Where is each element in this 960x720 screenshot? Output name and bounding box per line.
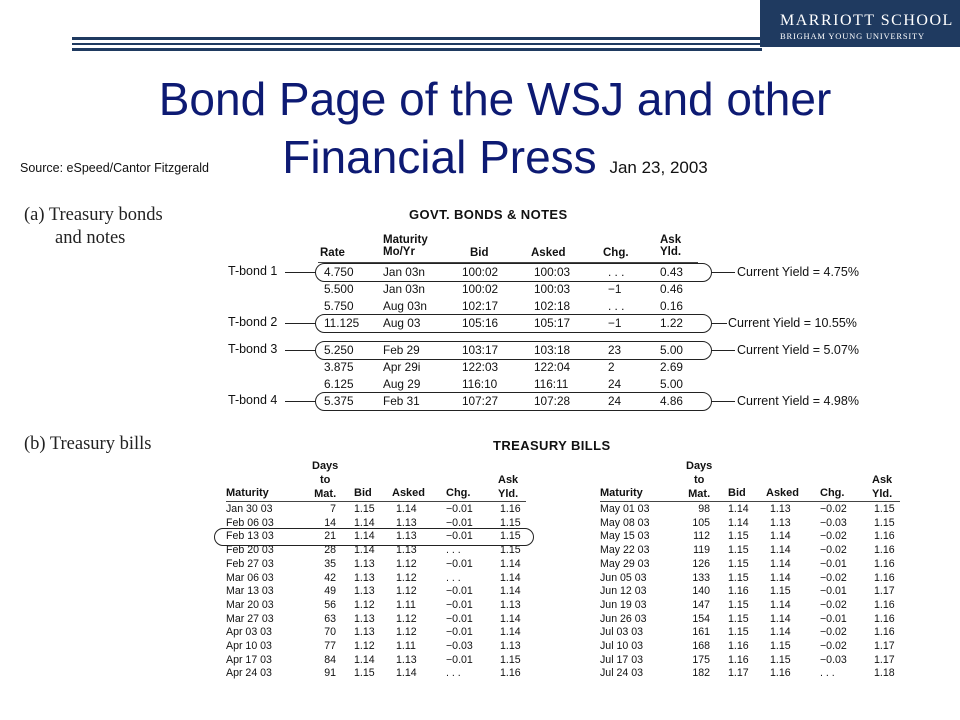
page-title-line2 [0, 130, 960, 184]
bill-left-cell-bid: 1.14 [354, 530, 375, 543]
bond-cell-rate: 3.875 [324, 360, 354, 374]
current-yield-connector [711, 323, 727, 324]
bill-left-cell-chg: . . . [446, 544, 461, 557]
bond-cell-yld: 5.00 [660, 377, 683, 391]
bill-right-cell-yld: 1.16 [874, 571, 895, 584]
bill-left-cell-chg: −0.01 [446, 530, 473, 543]
bill-left-cell-bid: 1.13 [354, 612, 375, 625]
bill-right-cell-yld: 1.15 [874, 503, 895, 515]
bond-cell-rate: 6.125 [324, 377, 354, 391]
bill-right-cell-days: 182 [692, 667, 710, 680]
bond-cell-chg: 24 [608, 394, 622, 408]
bill-right-cell-chg: −0.02 [820, 640, 847, 652]
bill-right-cell-bid: 1.15 [728, 626, 749, 639]
section-a-label-line1: (a) Treasury bonds [24, 205, 163, 225]
bond-cell-bid: 100:02 [462, 282, 499, 296]
bonds-col-askyld [660, 234, 681, 258]
current-yield-connector [711, 272, 735, 273]
bill-right-cell-asked: 1.15 [770, 585, 791, 598]
bond-cell-chg: 2 [608, 360, 615, 374]
bill-right-cell-maturity: Jun 19 03 [600, 598, 647, 611]
bill-right-cell-maturity: Jul 24 03 [600, 667, 643, 680]
bill-right-cell-yld: 1.17 [874, 640, 895, 652]
bill-right-cell-asked: 1.14 [770, 544, 791, 557]
bond-row-label: T-bond 2 [228, 315, 278, 329]
bill-right-cell-maturity: May 08 03 [600, 516, 650, 529]
bill-right-cell-asked: 1.13 [770, 503, 791, 515]
bond-cell-rate: 5.250 [324, 343, 354, 357]
bills-right-col-askyld-line1: Ask [872, 474, 893, 486]
bill-left-cell-maturity: Mar 06 03 [226, 571, 274, 584]
bond-cell-rate: 5.375 [324, 394, 354, 408]
bill-left-cell-days: 56 [324, 598, 336, 611]
bill-right-cell-chg: −0.02 [820, 544, 847, 557]
bond-cell-asked: 105:17 [534, 316, 571, 330]
bill-left-cell-asked: 1.11 [396, 598, 416, 611]
bills-left-col-days-line2: to [319, 474, 331, 486]
bill-left-cell-asked: 1.12 [396, 571, 417, 584]
bonds-col-maturity [383, 234, 428, 258]
bills-left-col-days-line1: Days [312, 460, 339, 472]
bonds-col-bid: Bid [470, 247, 489, 259]
bond-highlight-oval [315, 392, 712, 411]
bonds-col-askyld-line1: Ask [660, 234, 682, 246]
bond-label-connector [285, 350, 316, 351]
bond-cell-maturity: Jan 03n [383, 265, 425, 279]
header-rule-mid [72, 43, 762, 45]
bill-left-cell-chg: −0.01 [446, 503, 473, 515]
bonds-table-title: GOVT. BONDS & NOTES [409, 207, 568, 222]
bill-right-cell-asked: 1.13 [770, 516, 791, 529]
bill-left-cell-asked: 1.12 [396, 557, 417, 570]
bond-row-label: T-bond 4 [228, 393, 278, 407]
bond-cell-bid: 103:17 [462, 343, 499, 357]
bill-right-cell-days: 161 [692, 626, 710, 639]
bills-left-col-chg: Chg. [446, 487, 471, 499]
bond-label-connector [285, 272, 316, 273]
bond-cell-asked: 103:18 [534, 343, 571, 357]
bond-cell-asked: 102:18 [534, 299, 571, 313]
bill-right-cell-bid: 1.16 [728, 585, 749, 598]
bond-row-label: T-bond 1 [228, 264, 278, 278]
bond-cell-asked: 100:03 [534, 282, 571, 296]
bill-right-cell-bid: 1.14 [728, 503, 749, 515]
bill-left-cell-bid: 1.14 [354, 516, 375, 529]
bond-highlight-oval [315, 314, 712, 333]
bill-left-cell-chg: . . . [446, 667, 461, 680]
bill-right-cell-days: 133 [692, 571, 710, 584]
bill-right-cell-chg: −0.01 [820, 612, 847, 625]
section-b-label: (b) Treasury bills [24, 434, 152, 454]
bill-right-cell-maturity: May 15 03 [600, 530, 650, 543]
bill-left-cell-bid: 1.13 [354, 585, 375, 598]
bill-right-cell-yld: 1.16 [874, 530, 895, 543]
bill-right-cell-days: 119 [693, 544, 710, 557]
bill-left-cell-asked: 1.12 [396, 585, 417, 598]
bill-left-cell-yld: 1.16 [500, 503, 521, 515]
bill-left-cell-asked: 1.13 [396, 653, 417, 666]
bill-right-cell-maturity: Jun 26 03 [600, 612, 647, 625]
bills-right-col-days-line1: Days [686, 460, 713, 472]
bill-right-cell-bid: 1.15 [728, 530, 749, 543]
current-yield-connector [711, 350, 735, 351]
bond-cell-asked: 116:11 [534, 377, 569, 391]
bill-left-cell-days: 91 [324, 667, 336, 680]
bill-left-cell-chg: −0.01 [446, 585, 473, 598]
bills-right-col-bid: Bid [728, 487, 746, 499]
bill-right-cell-days: 168 [692, 640, 710, 652]
bond-cell-bid: 107:27 [462, 394, 499, 408]
bill-right-cell-asked: 1.14 [770, 571, 791, 584]
bill-left-cell-chg: −0.01 [446, 557, 473, 570]
bond-cell-yld: 1.22 [660, 316, 683, 330]
header-rule-bottom [72, 48, 762, 51]
bond-cell-rate: 11.125 [324, 316, 360, 330]
bond-cell-bid: 105:16 [462, 316, 499, 330]
bill-left-cell-days: 28 [324, 544, 336, 557]
bills-left-col-bid: Bid [354, 487, 372, 499]
bill-left-cell-asked: 1.12 [396, 612, 417, 625]
bill-left-cell-yld: 1.14 [500, 612, 521, 625]
bill-left-cell-bid: 1.13 [354, 571, 375, 584]
bond-cell-yld: 0.16 [660, 299, 683, 313]
bill-right-cell-days: 126 [692, 557, 710, 570]
school-logo [760, 0, 960, 47]
bills-right-col-chg: Chg. [820, 487, 845, 499]
bill-left-cell-maturity: Feb 27 03 [226, 557, 274, 570]
bill-right-cell-days: 147 [692, 598, 710, 611]
bills-table-title: TREASURY BILLS [493, 438, 611, 453]
source-note: Source: eSpeed/Cantor Fitzgerald [20, 161, 209, 175]
page-title-date: Jan 23, 2003 [609, 158, 708, 177]
bill-left-cell-chg: −0.03 [446, 640, 473, 652]
bill-right-cell-maturity: Jun 12 03 [600, 585, 647, 598]
bond-cell-chg: −1 [608, 282, 622, 296]
bill-left-cell-asked: 1.13 [396, 530, 417, 543]
bill-right-cell-asked: 1.14 [770, 626, 791, 639]
bond-cell-bid: 116:10 [462, 377, 498, 391]
bond-cell-yld: 0.46 [660, 282, 683, 296]
bill-left-cell-asked: 1.14 [396, 503, 417, 515]
bill-left-cell-maturity: Apr 24 03 [226, 667, 272, 680]
bill-right-cell-chg: . . . [820, 667, 835, 680]
bill-right-cell-maturity: Jun 05 03 [600, 571, 647, 584]
bill-left-cell-maturity: Feb 06 03 [226, 516, 274, 529]
bond-cell-rate: 5.750 [324, 299, 354, 313]
bond-cell-maturity: Aug 03n [383, 299, 427, 313]
bond-cell-yld: 2.69 [660, 360, 683, 374]
page-title-line1: Bond Page of the WSJ and other [158, 73, 832, 125]
bill-right-cell-bid: 1.15 [728, 557, 749, 570]
bill-right-cell-maturity: Jul 03 03 [600, 626, 643, 639]
bill-right-cell-bid: 1.15 [728, 544, 749, 557]
bond-cell-chg: . . . [608, 299, 625, 313]
bills-right-col-days [686, 459, 712, 501]
page-title-line2-text: Financial Press [282, 131, 597, 183]
bond-label-connector [285, 401, 316, 402]
bill-right-cell-chg: −0.02 [820, 598, 847, 611]
bill-left-cell-maturity: Mar 20 03 [226, 598, 274, 611]
bill-right-cell-bid: 1.14 [728, 516, 749, 529]
bill-left-cell-chg: −0.01 [446, 653, 473, 666]
bill-right-cell-maturity: Jul 10 03 [600, 640, 643, 652]
current-yield-note: Current Yield = 4.75% [737, 265, 859, 279]
bill-right-cell-chg: −0.03 [820, 516, 847, 529]
bill-left-cell-days: 84 [324, 653, 336, 666]
bond-cell-rate: 5.500 [324, 282, 354, 296]
bills-right-col-asked: Asked [766, 487, 800, 499]
bill-right-cell-yld: 1.16 [874, 544, 895, 557]
bill-right-cell-asked: 1.14 [770, 598, 791, 611]
bill-right-cell-yld: 1.18 [874, 667, 895, 680]
bonds-col-chg: Chg. [603, 247, 629, 259]
bond-cell-maturity: Apr 29i [383, 360, 421, 374]
bill-left-cell-asked: 1.13 [396, 516, 417, 529]
bill-left-cell-days: 49 [324, 585, 336, 598]
bill-left-cell-yld: 1.14 [500, 571, 521, 584]
bill-left-cell-chg: . . . [446, 571, 461, 584]
bill-highlight-oval [214, 528, 534, 546]
bonds-col-maturity-line1: Maturity [383, 234, 428, 246]
bill-right-cell-yld: 1.16 [874, 557, 895, 570]
bills-right-col-askyld [872, 473, 892, 501]
bill-left-cell-yld: 1.16 [500, 667, 521, 680]
bond-cell-maturity: Aug 29 [383, 377, 421, 391]
bill-left-cell-asked: 1.12 [396, 626, 417, 639]
bills-left-col-askyld-line2: Yld. [498, 488, 519, 500]
bill-right-cell-days: 140 [692, 585, 710, 598]
section-a-label [24, 204, 163, 250]
bill-right-cell-yld: 1.16 [874, 626, 895, 639]
bill-left-cell-bid: 1.12 [354, 640, 375, 652]
bills-left-col-asked: Asked [392, 487, 426, 499]
bills-right-col-askyld-line2: Yld. [872, 488, 893, 500]
bill-right-cell-bid: 1.15 [728, 612, 749, 625]
bill-right-cell-yld: 1.17 [874, 585, 895, 598]
bill-right-cell-asked: 1.15 [770, 640, 791, 652]
bill-right-cell-chg: −0.02 [820, 503, 847, 515]
bill-left-cell-bid: 1.15 [354, 667, 375, 680]
bond-cell-maturity: Feb 31 [383, 394, 420, 408]
bill-right-cell-chg: −0.02 [820, 626, 847, 639]
current-yield-note: Current Yield = 5.07% [737, 343, 859, 357]
bill-right-cell-maturity: May 29 03 [600, 557, 650, 570]
bill-left-cell-yld: 1.15 [500, 544, 521, 557]
bill-left-cell-maturity: Feb 13 03 [226, 530, 274, 543]
section-a-label-line2: and notes [55, 228, 126, 248]
bill-right-cell-asked: 1.14 [770, 557, 791, 570]
bill-right-cell-days: 154 [692, 612, 710, 625]
bills-left-col-days-line3: Mat. [314, 488, 337, 500]
bill-left-cell-days: 63 [324, 612, 336, 625]
bill-right-cell-days: 105 [692, 516, 710, 529]
bond-cell-maturity: Feb 29 [383, 343, 420, 357]
bill-left-cell-yld: 1.15 [500, 530, 521, 543]
bills-left-col-days [312, 459, 338, 501]
bill-left-cell-chg: −0.01 [446, 626, 473, 639]
bill-left-cell-maturity: Apr 03 03 [226, 626, 272, 639]
logo-line1: MARRIOTT SCHOOL [780, 12, 954, 29]
bill-right-cell-asked: 1.15 [770, 653, 791, 666]
bill-left-cell-yld: 1.14 [500, 557, 521, 570]
bill-left-cell-yld: 1.15 [500, 516, 521, 529]
bill-right-cell-chg: −0.02 [820, 571, 847, 584]
bill-right-cell-bid: 1.16 [728, 640, 749, 652]
bill-right-cell-bid: 1.15 [728, 598, 749, 611]
bond-row-label: T-bond 3 [228, 342, 278, 356]
current-yield-note: Current Yield = 10.55% [728, 316, 857, 330]
current-yield-connector [711, 401, 735, 402]
bill-right-cell-maturity: Jul 17 03 [600, 653, 643, 666]
bill-right-cell-asked: 1.16 [770, 667, 791, 680]
bond-cell-asked: 100:03 [534, 265, 571, 279]
bill-right-cell-yld: 1.16 [874, 612, 895, 625]
bill-left-cell-days: 21 [324, 530, 336, 543]
bonds-col-rate: Rate [320, 247, 345, 259]
bill-right-cell-chg: −0.02 [820, 530, 847, 543]
bills-left-header-rule [226, 501, 526, 502]
bonds-col-askyld-line2: Yld. [660, 246, 682, 258]
bill-left-cell-bid: 1.15 [354, 503, 375, 515]
bond-cell-rate: 4.750 [324, 265, 354, 279]
bill-right-cell-yld: 1.16 [874, 598, 895, 611]
bills-right-col-days-line3: Mat. [688, 488, 711, 500]
bills-right-header-rule [600, 501, 900, 502]
bond-cell-yld: 5.00 [660, 343, 683, 357]
bond-label-connector [285, 323, 316, 324]
bill-right-cell-yld: 1.17 [874, 653, 895, 666]
bills-left-col-askyld [498, 473, 518, 501]
bill-right-cell-days: 175 [692, 653, 710, 666]
bill-left-cell-days: 70 [324, 626, 336, 639]
bond-cell-asked: 107:28 [534, 394, 571, 408]
bond-cell-bid: 122:03 [462, 360, 499, 374]
bond-cell-bid: 100:02 [462, 265, 499, 279]
bill-right-cell-yld: 1.15 [874, 516, 895, 529]
bill-right-cell-asked: 1.14 [770, 530, 791, 543]
bonds-col-maturity-line2: Mo/Yr [383, 246, 415, 258]
bill-left-cell-bid: 1.13 [354, 557, 375, 570]
bill-left-cell-asked: 1.13 [396, 544, 417, 557]
bill-left-cell-maturity: Jan 30 03 [226, 503, 273, 515]
bill-right-cell-chg: −0.03 [820, 653, 847, 666]
bond-highlight-oval [315, 341, 712, 360]
bill-left-cell-bid: 1.14 [354, 653, 375, 666]
bill-right-cell-maturity: May 22 03 [600, 544, 650, 557]
bill-left-cell-yld: 1.15 [500, 653, 521, 666]
bonds-col-asked: Asked [531, 247, 566, 259]
bill-left-cell-chg: −0.01 [446, 598, 473, 611]
bill-left-cell-yld: 1.14 [500, 585, 521, 598]
bill-left-cell-maturity: Mar 27 03 [226, 612, 274, 625]
bill-left-cell-bid: 1.14 [354, 544, 375, 557]
bill-left-cell-days: 77 [324, 640, 336, 652]
bond-cell-chg: 24 [608, 377, 622, 391]
bond-cell-chg: 23 [608, 343, 622, 357]
bill-left-cell-days: 7 [330, 503, 336, 515]
bills-left-col-maturity: Maturity [226, 487, 269, 499]
bond-cell-chg: −1 [608, 316, 622, 330]
bill-left-cell-bid: 1.13 [354, 626, 375, 639]
bill-left-cell-bid: 1.12 [354, 598, 375, 611]
bond-cell-maturity: Aug 03 [383, 316, 421, 330]
bill-right-cell-days: 98 [698, 503, 710, 515]
bill-left-cell-chg: −0.01 [446, 516, 473, 529]
bill-left-cell-yld: 1.13 [500, 640, 521, 652]
bond-cell-bid: 102:17 [462, 299, 499, 313]
current-yield-note: Current Yield = 4.98% [737, 394, 859, 408]
bill-right-cell-bid: 1.16 [728, 653, 749, 666]
bond-highlight-oval [315, 263, 712, 282]
bill-left-cell-days: 14 [324, 516, 336, 529]
bill-right-cell-bid: 1.15 [728, 571, 749, 584]
bills-right-col-maturity: Maturity [600, 487, 643, 499]
bill-right-cell-chg: −0.01 [820, 557, 847, 570]
bills-right-col-days-line2: to [693, 474, 705, 486]
bill-left-cell-yld: 1.13 [500, 598, 521, 611]
bill-left-cell-maturity: Apr 10 03 [226, 640, 272, 652]
bill-left-cell-asked: 1.14 [396, 667, 417, 680]
bill-left-cell-days: 42 [324, 571, 336, 584]
bill-left-cell-asked: 1.11 [396, 640, 416, 652]
bill-left-cell-yld: 1.14 [500, 626, 521, 639]
bill-right-cell-bid: 1.17 [728, 667, 749, 680]
bill-right-cell-days: 112 [693, 530, 710, 543]
bill-left-cell-maturity: Mar 13 03 [226, 585, 274, 598]
bond-cell-chg: . . . [608, 265, 625, 279]
logo-line2: BRIGHAM YOUNG UNIVERSITY [780, 31, 925, 41]
bond-cell-maturity: Jan 03n [383, 282, 425, 296]
bond-cell-yld: 4.86 [660, 394, 683, 408]
bill-right-cell-maturity: May 01 03 [600, 503, 650, 515]
bills-left-col-askyld-line1: Ask [498, 474, 519, 486]
header-rule-top [72, 37, 762, 40]
bill-right-cell-asked: 1.14 [770, 612, 791, 625]
bill-left-cell-chg: −0.01 [446, 612, 473, 625]
bill-left-cell-days: 35 [324, 557, 336, 570]
bond-cell-asked: 122:04 [534, 360, 571, 374]
bill-left-cell-maturity: Apr 17 03 [226, 653, 272, 666]
bill-right-cell-chg: −0.01 [820, 585, 847, 598]
bill-left-cell-maturity: Feb 20 03 [226, 544, 274, 557]
bond-cell-yld: 0.43 [660, 265, 683, 279]
